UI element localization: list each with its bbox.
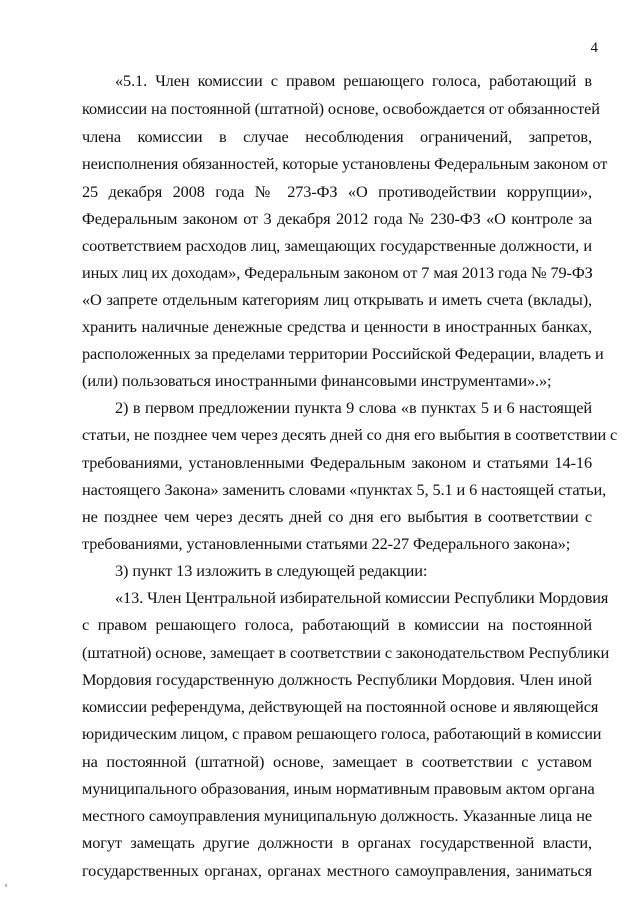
text-line: комиссии референдума, действующей на постоянной основе и являющейся [82, 697, 599, 716]
text-line: юридическим лицом, с правом решающего голоса, работающий в комиссии [82, 724, 602, 743]
text-line: государственных органах, органах местного самоуправления, заниматься [82, 861, 592, 880]
text-line: (или) пользоваться иностранными финансовыми инструментами».»; [82, 371, 552, 390]
text-line: соответствием расходов лиц, замещающих государственные должности, и [82, 236, 592, 255]
text-line: (штатной) основе, замещает в соответствии с законодательством Республики [82, 643, 610, 662]
text-line: «13. Член Центральной избирательной комиссии Республики Мордовия [115, 588, 609, 607]
text-line: «5.1. Член комиссии с правом решающего голоса, работающий в [115, 71, 592, 90]
text-line: Мордовия государственную должность Республики Мордовия. Член иной [82, 670, 592, 689]
text-line: требованиями, установленными Федеральным законом и статьями 14-16 [82, 453, 592, 472]
scan-artifact [5, 884, 7, 887]
text-line: на постоянной (штатной) основе, замещает в соответствии с уставом [82, 752, 592, 771]
text-line: неисполнения обязанностей, которые установлены Федеральным законом от [82, 154, 608, 173]
text-line: не позднее чем через десять дней со дня его выбытия в соответствии с [82, 507, 592, 526]
text-line: настоящего Закона» заменить словами «пунктах 5, 5.1 и 6 настоящей статьи, [82, 480, 607, 499]
text-line: члена комиссии в случае несоблюдения ограничений, запретов, [82, 127, 592, 146]
page-number: 4 [590, 40, 598, 56]
text-line: комиссии на постоянной (штатной) основе, освобождается от обязанностей [82, 99, 600, 118]
text-line: муниципального образования, иным нормативным правовым актом органа [82, 779, 595, 798]
text-line: расположенных за пределами территории Российской Федерации, владеть и [82, 344, 604, 363]
text-line: с правом решающего голоса, работающий в комиссии на постоянной [82, 615, 592, 634]
text-line: 2) в первом предложении пункта 9 слова «в пунктах 5 и 6 настоящей [115, 398, 592, 417]
text-line: требованиями, установленными статьями 22-27 Федерального закона»; [82, 534, 571, 553]
text-line: статьи, не позднее чем через десять дней со дня его выбытия в соответствии с [82, 425, 618, 444]
text-line: хранить наличные денежные средства и ценности в иностранных банках, [82, 317, 592, 336]
text-line: местного самоуправления муниципальную должность. Указанные лица не [82, 806, 592, 825]
text-line: иных лиц их доходам», Федеральным законом от 7 мая 2013 года № 79-ФЗ [82, 263, 593, 282]
text-line: могут замещать другие должности в органах государственной власти, [82, 833, 592, 852]
text-line: 25 декабря 2008 года № 273-ФЗ «О противодействии коррупции», [82, 182, 592, 201]
text-line: «О запрете отдельным категориям лиц открывать и иметь счета (вклады), [82, 290, 592, 309]
text-line: 3) пункт 13 изложить в следующей редакции: [115, 561, 428, 580]
text-line: Федеральным законом от 3 декабря 2012 года № 230-ФЗ «О контроле за [82, 209, 592, 228]
